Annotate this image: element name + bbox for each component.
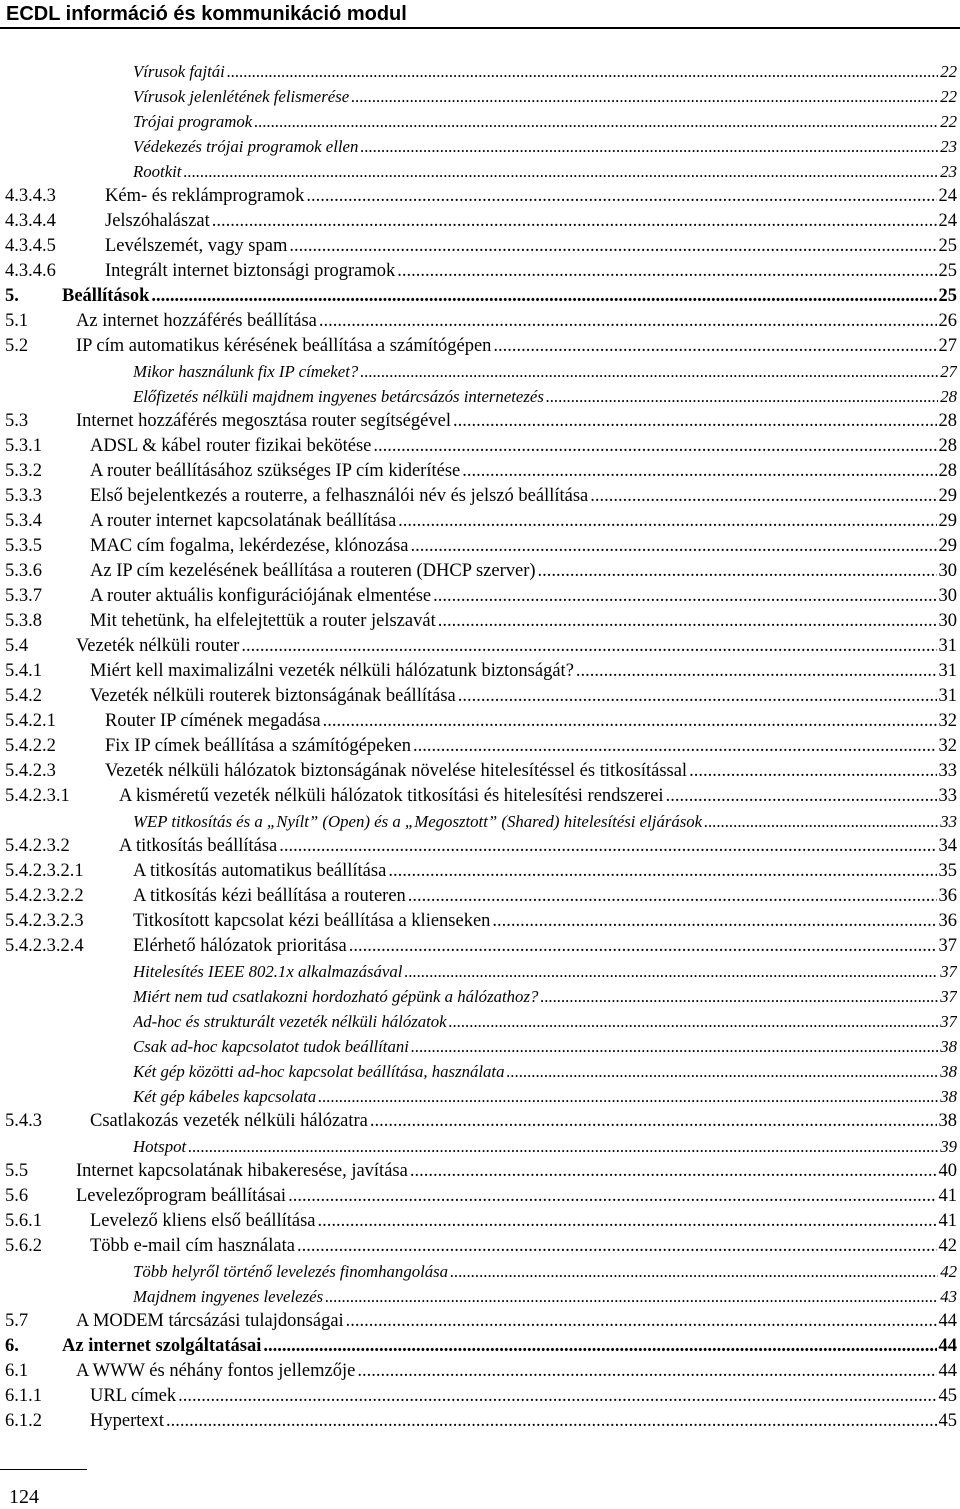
toc-entry-title: Mikor használunk fix IP címeket? <box>133 362 359 381</box>
toc-entry-title: Hitelesítés IEEE 802.1x alkalmazásával <box>133 962 403 981</box>
toc-entry-page: 37 <box>940 1012 957 1031</box>
toc-entry[interactable] <box>5 1034 957 1059</box>
toc-entry-title: Internet kapcsolatának hibakeresése, javítása <box>76 1161 408 1181</box>
dot-leader <box>453 409 937 434</box>
dot-leader <box>493 334 936 359</box>
toc-entry-title: Hotspot <box>133 1137 187 1156</box>
toc-entry-number: 5.4.2.3.2.1 <box>5 861 84 881</box>
dot-leader <box>325 1284 938 1309</box>
toc-entry-page: 31 <box>938 661 957 681</box>
toc-entry[interactable] <box>5 959 957 984</box>
toc-entry-number: 5.5 <box>5 1161 29 1181</box>
dot-leader <box>388 859 936 884</box>
dot-leader <box>351 84 938 109</box>
dot-leader <box>360 359 938 384</box>
toc-entry[interactable] <box>5 1209 957 1234</box>
header-title: ECDL információ és kommunikáció modul <box>6 3 407 25</box>
toc-entry-title: Majdnem ingyenes levelezés <box>133 1287 324 1306</box>
toc-entry-number: 4.3.4.3 <box>5 186 56 206</box>
toc-entry-title: A kisméretű vezeték nélküli hálózatok titkosítási és hitelesítési rendszerei <box>119 786 664 806</box>
toc-entry-number: 4.3.4.4 <box>5 211 56 231</box>
toc-entry-title: A titkosítás kézi beállítása a routeren <box>133 886 406 906</box>
toc-entry[interactable] <box>5 1059 957 1084</box>
dot-leader <box>506 1059 938 1084</box>
toc-entry-title: WEP titkosítás és a „Nyílt” (Open) és a „Megosztott” (Shared) hitelesítési eljárások <box>133 812 703 831</box>
toc-entry[interactable] <box>5 1309 957 1334</box>
dot-leader <box>166 1409 937 1434</box>
toc-entry-title: Elérhető hálózatok prioritása <box>133 936 347 956</box>
toc-entry-page: 44 <box>938 1336 957 1356</box>
toc-entry-page: 37 <box>938 936 957 956</box>
dot-leader <box>397 259 936 284</box>
toc-entry-number: 5.4.1 <box>5 661 42 681</box>
toc-entry-number: 6. <box>5 1336 19 1356</box>
toc-entry-title: Két gép közötti ad-hoc kapcsolat beállítása, használata <box>133 1062 505 1081</box>
toc-entry-title: Előfizetés nélküli majdnem ingyenes betárcsázós internetezés <box>133 387 544 406</box>
dot-leader <box>323 709 937 734</box>
toc-entry-number: 5.4.2.3.2.3 <box>5 911 84 931</box>
toc-entry[interactable] <box>5 1184 957 1209</box>
dot-leader <box>433 584 936 609</box>
toc-entry-page: 34 <box>938 836 957 856</box>
toc-entry-number: 5.4.2 <box>5 686 42 706</box>
dot-leader <box>373 434 936 459</box>
dot-leader <box>288 1184 936 1209</box>
toc-entry-number: 5.3.8 <box>5 611 42 631</box>
toc-entry-number: 5.6 <box>5 1186 29 1206</box>
toc-entry[interactable] <box>5 634 957 659</box>
running-header <box>0 0 960 29</box>
toc-entry[interactable] <box>5 434 957 459</box>
dot-leader <box>318 1209 937 1234</box>
toc-entry-page: 40 <box>938 1161 957 1181</box>
dot-leader <box>398 509 936 534</box>
toc-entry-number: 5. <box>5 286 19 306</box>
toc-entry-page: 22 <box>940 87 957 106</box>
dot-leader <box>413 734 936 759</box>
toc-entry-title: A titkosítás beállítása <box>119 836 278 856</box>
toc-entry-title: Trójai programok <box>133 112 253 131</box>
toc-entry-title: Miért kell maximalizálni vezeték nélküli hálózatunk biztonságát? <box>90 661 574 681</box>
dot-leader <box>279 834 936 859</box>
dot-leader <box>410 1159 937 1184</box>
toc-entry-title: A titkosítás automatikus beállítása <box>133 861 387 881</box>
toc-entry-page: 36 <box>938 886 957 906</box>
toc-entry[interactable] <box>5 359 957 384</box>
toc-entry[interactable] <box>5 684 957 709</box>
toc-entry-title: Rootkit <box>133 162 182 181</box>
toc-entry-page: 29 <box>938 511 957 531</box>
toc-entry[interactable] <box>5 384 957 409</box>
toc-entry-title: Hypertext <box>90 1411 164 1431</box>
dot-leader <box>411 1034 938 1059</box>
toc-entry-page: 32 <box>938 711 957 731</box>
toc-entry-title: Internet hozzáférés megosztása router segítségével <box>76 411 451 431</box>
toc-entry-title: Ad-hoc és strukturált vezeték nélküli hálózatok <box>133 1012 447 1031</box>
toc-entry[interactable] <box>5 759 957 784</box>
toc-entry-number: 5.4.2.3.2 <box>5 836 70 856</box>
toc-entry-page: 24 <box>938 211 957 231</box>
toc-entry[interactable] <box>5 234 957 259</box>
toc-entry[interactable] <box>5 1259 957 1284</box>
toc-entry-title: Titkosított kapcsolat kézi beállítása a klienseken <box>133 911 491 931</box>
toc-entry-number: 5.4.2.2 <box>5 736 56 756</box>
toc-entry-page: 30 <box>938 561 957 581</box>
dot-leader <box>540 984 938 1009</box>
toc-entry-number: 5.4.2.3.2.2 <box>5 886 84 906</box>
dot-leader <box>151 284 936 309</box>
toc-entry[interactable] <box>5 1234 957 1259</box>
toc-entry-title: A router aktuális konfigurációjának elmentése <box>90 586 432 606</box>
toc-entry[interactable] <box>5 284 957 309</box>
toc-entry-page: 33 <box>940 812 957 831</box>
toc-entry-number: 6.1.2 <box>5 1411 42 1431</box>
toc-entry-number: 5.3.2 <box>5 461 42 481</box>
toc-entry[interactable] <box>5 884 957 909</box>
toc-entry[interactable] <box>5 709 957 734</box>
toc-entry-page: 30 <box>938 611 957 631</box>
toc-entry-number: 5.7 <box>5 1311 29 1331</box>
toc-entry-page: 24 <box>938 186 957 206</box>
dot-leader <box>183 159 938 184</box>
toc-entry[interactable] <box>5 259 957 284</box>
toc-entry-page: 31 <box>938 686 957 706</box>
toc-entry-number: 5.4.3 <box>5 1111 42 1131</box>
toc-entry-title: Védekezés trójai programok ellen <box>133 137 359 156</box>
toc-entry-number: 5.3.5 <box>5 536 42 556</box>
dot-leader <box>178 1384 936 1409</box>
dot-leader <box>357 1359 936 1384</box>
dot-leader <box>346 1309 937 1334</box>
toc-entry-number: 5.3.1 <box>5 436 42 456</box>
toc-entry[interactable] <box>5 609 957 634</box>
toc-entry[interactable] <box>5 784 957 809</box>
toc-entry-page: 35 <box>938 861 957 881</box>
toc-entry-title: Mit tehetünk, ha elfelejtettük a router jelszavát <box>90 611 436 631</box>
toc-entry[interactable] <box>5 909 957 934</box>
dot-leader <box>318 1084 938 1109</box>
toc-entry-title: Integrált internet biztonsági programok <box>105 261 396 281</box>
toc-entry-page: 38 <box>940 1062 957 1081</box>
toc-entry-title: Levelező kliens első beállítása <box>90 1211 316 1231</box>
toc-entry[interactable] <box>5 84 957 109</box>
dot-leader <box>263 1334 936 1359</box>
dot-leader <box>689 759 936 784</box>
toc-entry-title: Levélszemét, vagy spam <box>105 236 288 256</box>
toc-entry-page: 42 <box>938 1236 957 1256</box>
dot-leader <box>289 234 936 259</box>
toc-entry-page: 25 <box>938 236 957 256</box>
toc-entry[interactable] <box>5 59 957 84</box>
toc-entry-page: 43 <box>940 1287 957 1306</box>
dot-leader <box>666 784 937 809</box>
toc-entry[interactable] <box>5 659 957 684</box>
toc-entry-number: 4.3.4.5 <box>5 236 56 256</box>
toc-entry-page: 36 <box>938 911 957 931</box>
toc-entry-title: Csak ad-hoc kapcsolatot tudok beállítani <box>133 1037 409 1056</box>
toc-entry-title: IP cím automatikus kérésének beállítása a számítógépen <box>76 336 492 356</box>
toc-entry-page: 45 <box>938 1386 957 1406</box>
toc-entry-page: 45 <box>938 1411 957 1431</box>
toc-entry-number: 5.4.2.3.2.4 <box>5 936 84 956</box>
dot-leader <box>188 1134 938 1159</box>
toc-entry-page: 25 <box>938 286 957 306</box>
dot-leader <box>438 609 937 634</box>
toc-entry[interactable] <box>5 484 957 509</box>
toc-entry-number: 5.4.2.1 <box>5 711 56 731</box>
toc-entry-page: 32 <box>938 736 957 756</box>
toc-entry-title: A router internet kapcsolatának beállítása <box>90 511 397 531</box>
toc-entry-page: 44 <box>938 1361 957 1381</box>
toc-entry-title: Miért nem tud csatlakozni hordozható gépünk a hálózathoz? <box>133 987 539 1006</box>
toc-entry[interactable] <box>5 1284 957 1309</box>
toc-entry-page: 33 <box>938 786 957 806</box>
toc-entry-title: Csatlakozás vezeték nélküli hálózatra <box>90 1111 368 1131</box>
toc-entry-number: 4.3.4.6 <box>5 261 56 281</box>
toc-entry[interactable] <box>5 459 957 484</box>
toc-entry-title: Beállítások <box>62 286 150 306</box>
toc-entry[interactable] <box>5 1009 957 1034</box>
toc-entry-page: 29 <box>938 486 957 506</box>
table-of-contents <box>5 59 957 1434</box>
toc-entry[interactable] <box>5 834 957 859</box>
toc-entry-title: Több e-mail cím használata <box>90 1236 295 1256</box>
toc-entry-title: Az IP cím kezelésének beállítása a routeren (DHCP szerver) <box>90 561 536 581</box>
toc-entry-page: 28 <box>938 436 957 456</box>
toc-entry[interactable] <box>5 409 957 434</box>
toc-entry-page: 38 <box>940 1087 957 1106</box>
dot-leader <box>349 934 937 959</box>
toc-entry-page: 27 <box>938 336 957 356</box>
toc-entry[interactable] <box>5 534 957 559</box>
toc-entry-title: ADSL & kábel router fizikai bekötése <box>90 436 372 456</box>
toc-entry-number: 6.1 <box>5 1361 29 1381</box>
dot-leader <box>404 959 938 984</box>
toc-entry-title: Több helyről történő levelezés finomhangolása <box>133 1262 449 1281</box>
toc-entry-page: 22 <box>940 112 957 131</box>
toc-entry-title: A MODEM tárcsázási tulajdonságai <box>76 1311 344 1331</box>
dot-leader <box>411 534 937 559</box>
toc-entry-number: 5.4.2.3.1 <box>5 786 70 806</box>
toc-entry[interactable] <box>5 309 957 334</box>
dot-leader <box>241 634 936 659</box>
toc-entry-number: 5.4 <box>5 636 29 656</box>
toc-entry[interactable] <box>5 584 957 609</box>
toc-entry[interactable] <box>5 1359 957 1384</box>
toc-entry-page: 25 <box>938 261 957 281</box>
toc-entry-page: 44 <box>938 1311 957 1331</box>
toc-entry-number: 5.4.2.3 <box>5 761 56 781</box>
dot-leader <box>227 59 938 84</box>
toc-entry-page: 37 <box>940 962 957 981</box>
toc-entry[interactable] <box>5 1384 957 1409</box>
toc-entry-title: Vezeték nélküli router <box>76 636 240 656</box>
toc-entry-page: 22 <box>940 62 957 81</box>
toc-entry-title: Első bejelentkezés a routerre, a felhasználói név és jelszó beállítása <box>90 486 589 506</box>
toc-entry-title: Az internet szolgáltatásai <box>62 1336 262 1356</box>
toc-entry[interactable] <box>5 984 957 1009</box>
toc-entry-title: A router beállításához szükséges IP cím kiderítése <box>90 461 461 481</box>
toc-entry-page: 31 <box>938 636 957 656</box>
toc-entry-title: Router IP címének megadása <box>105 711 321 731</box>
toc-entry-page: 33 <box>938 761 957 781</box>
toc-entry[interactable] <box>5 1409 957 1434</box>
toc-entry-page: 23 <box>940 162 957 181</box>
toc-entry-number: 5.3.6 <box>5 561 42 581</box>
toc-entry-page: 39 <box>940 1137 957 1156</box>
toc-entry-page: 28 <box>938 461 957 481</box>
toc-entry[interactable] <box>5 184 957 209</box>
dot-leader <box>212 209 937 234</box>
toc-entry-page: 23 <box>940 137 957 156</box>
toc-entry[interactable] <box>5 209 957 234</box>
toc-entry-title: A WWW és néhány fontos jellemzője <box>76 1361 356 1381</box>
toc-entry-title: Vezeték nélküli hálózatok biztonságának növelése hitelesítéssel és titkosítással <box>105 761 688 781</box>
toc-entry-number: 5.6.1 <box>5 1211 42 1231</box>
dot-leader <box>492 909 936 934</box>
toc-entry-title: MAC cím fogalma, lekérdezése, klónozása <box>90 536 409 556</box>
dot-leader <box>590 484 936 509</box>
toc-entry[interactable] <box>5 134 957 159</box>
toc-entry-number: 5.3.4 <box>5 511 42 531</box>
dot-leader <box>450 1259 938 1284</box>
dot-leader <box>306 184 936 209</box>
toc-entry-title: Jelszóhalászat <box>105 211 210 231</box>
toc-entry[interactable] <box>5 809 957 834</box>
toc-entry-title: Levelezőprogram beállításai <box>76 1186 287 1206</box>
dot-leader <box>254 109 938 134</box>
toc-entry[interactable] <box>5 1159 957 1184</box>
dot-leader <box>538 559 937 584</box>
toc-entry-title: Az internet hozzáférés beállítása <box>76 311 317 331</box>
toc-entry-number: 5.2 <box>5 336 29 356</box>
toc-entry-number: 5.1 <box>5 311 29 331</box>
toc-entry[interactable] <box>5 1109 957 1134</box>
footer-divider <box>0 1469 87 1470</box>
dot-leader <box>576 659 937 684</box>
toc-entry-page: 29 <box>938 536 957 556</box>
page-number: 124 <box>9 1486 39 1508</box>
toc-entry[interactable] <box>5 1084 957 1109</box>
toc-entry-page: 41 <box>938 1186 957 1206</box>
dot-leader <box>408 884 937 909</box>
toc-entry-page: 28 <box>938 411 957 431</box>
toc-entry-page: 28 <box>940 387 957 406</box>
toc-entry-title: Vírusok fajtái <box>133 62 225 81</box>
toc-entry-page: 41 <box>938 1211 957 1231</box>
dot-leader <box>319 309 937 334</box>
toc-entry-number: 5.6.2 <box>5 1236 42 1256</box>
dot-leader <box>704 809 938 834</box>
toc-entry-title: Kém- és reklámprogramok <box>105 186 305 206</box>
toc-entry[interactable] <box>5 334 957 359</box>
toc-entry[interactable] <box>5 859 957 884</box>
toc-entry-page: 38 <box>940 1037 957 1056</box>
toc-entry[interactable] <box>5 1134 957 1159</box>
dot-leader <box>458 684 937 709</box>
toc-entry[interactable] <box>5 559 957 584</box>
toc-entry-title: Vírusok jelenlétének felismerése <box>133 87 350 106</box>
dot-leader <box>370 1109 937 1134</box>
toc-entry-page: 26 <box>938 311 957 331</box>
toc-entry-title: Két gép kábeles kapcsolata <box>133 1087 317 1106</box>
toc-entry-number: 5.3.3 <box>5 486 42 506</box>
toc-entry[interactable] <box>5 1334 957 1359</box>
dot-leader <box>360 134 938 159</box>
toc-entry-page: 37 <box>940 987 957 1006</box>
toc-entry[interactable] <box>5 109 957 134</box>
toc-entry-number: 5.3.7 <box>5 586 42 606</box>
toc-entry-page: 42 <box>940 1262 957 1281</box>
dot-leader <box>462 459 936 484</box>
toc-entry-page: 30 <box>938 586 957 606</box>
toc-entry-number: 6.1.1 <box>5 1386 42 1406</box>
toc-entry-title: Fix IP címek beállítása a számítógépeken <box>105 736 412 756</box>
toc-entry-number: 5.3 <box>5 411 29 431</box>
dot-leader <box>297 1234 937 1259</box>
toc-entry-page: 27 <box>940 362 957 381</box>
toc-entry-page: 38 <box>938 1111 957 1131</box>
toc-entry[interactable] <box>5 159 957 184</box>
toc-entry[interactable] <box>5 509 957 534</box>
dot-leader <box>546 384 938 409</box>
toc-entry[interactable] <box>5 734 957 759</box>
toc-entry-title: Vezeték nélküli routerek biztonságának beállítása <box>90 686 456 706</box>
toc-entry-title: URL címek <box>90 1386 177 1406</box>
dot-leader <box>449 1009 939 1034</box>
toc-entry[interactable] <box>5 934 957 959</box>
